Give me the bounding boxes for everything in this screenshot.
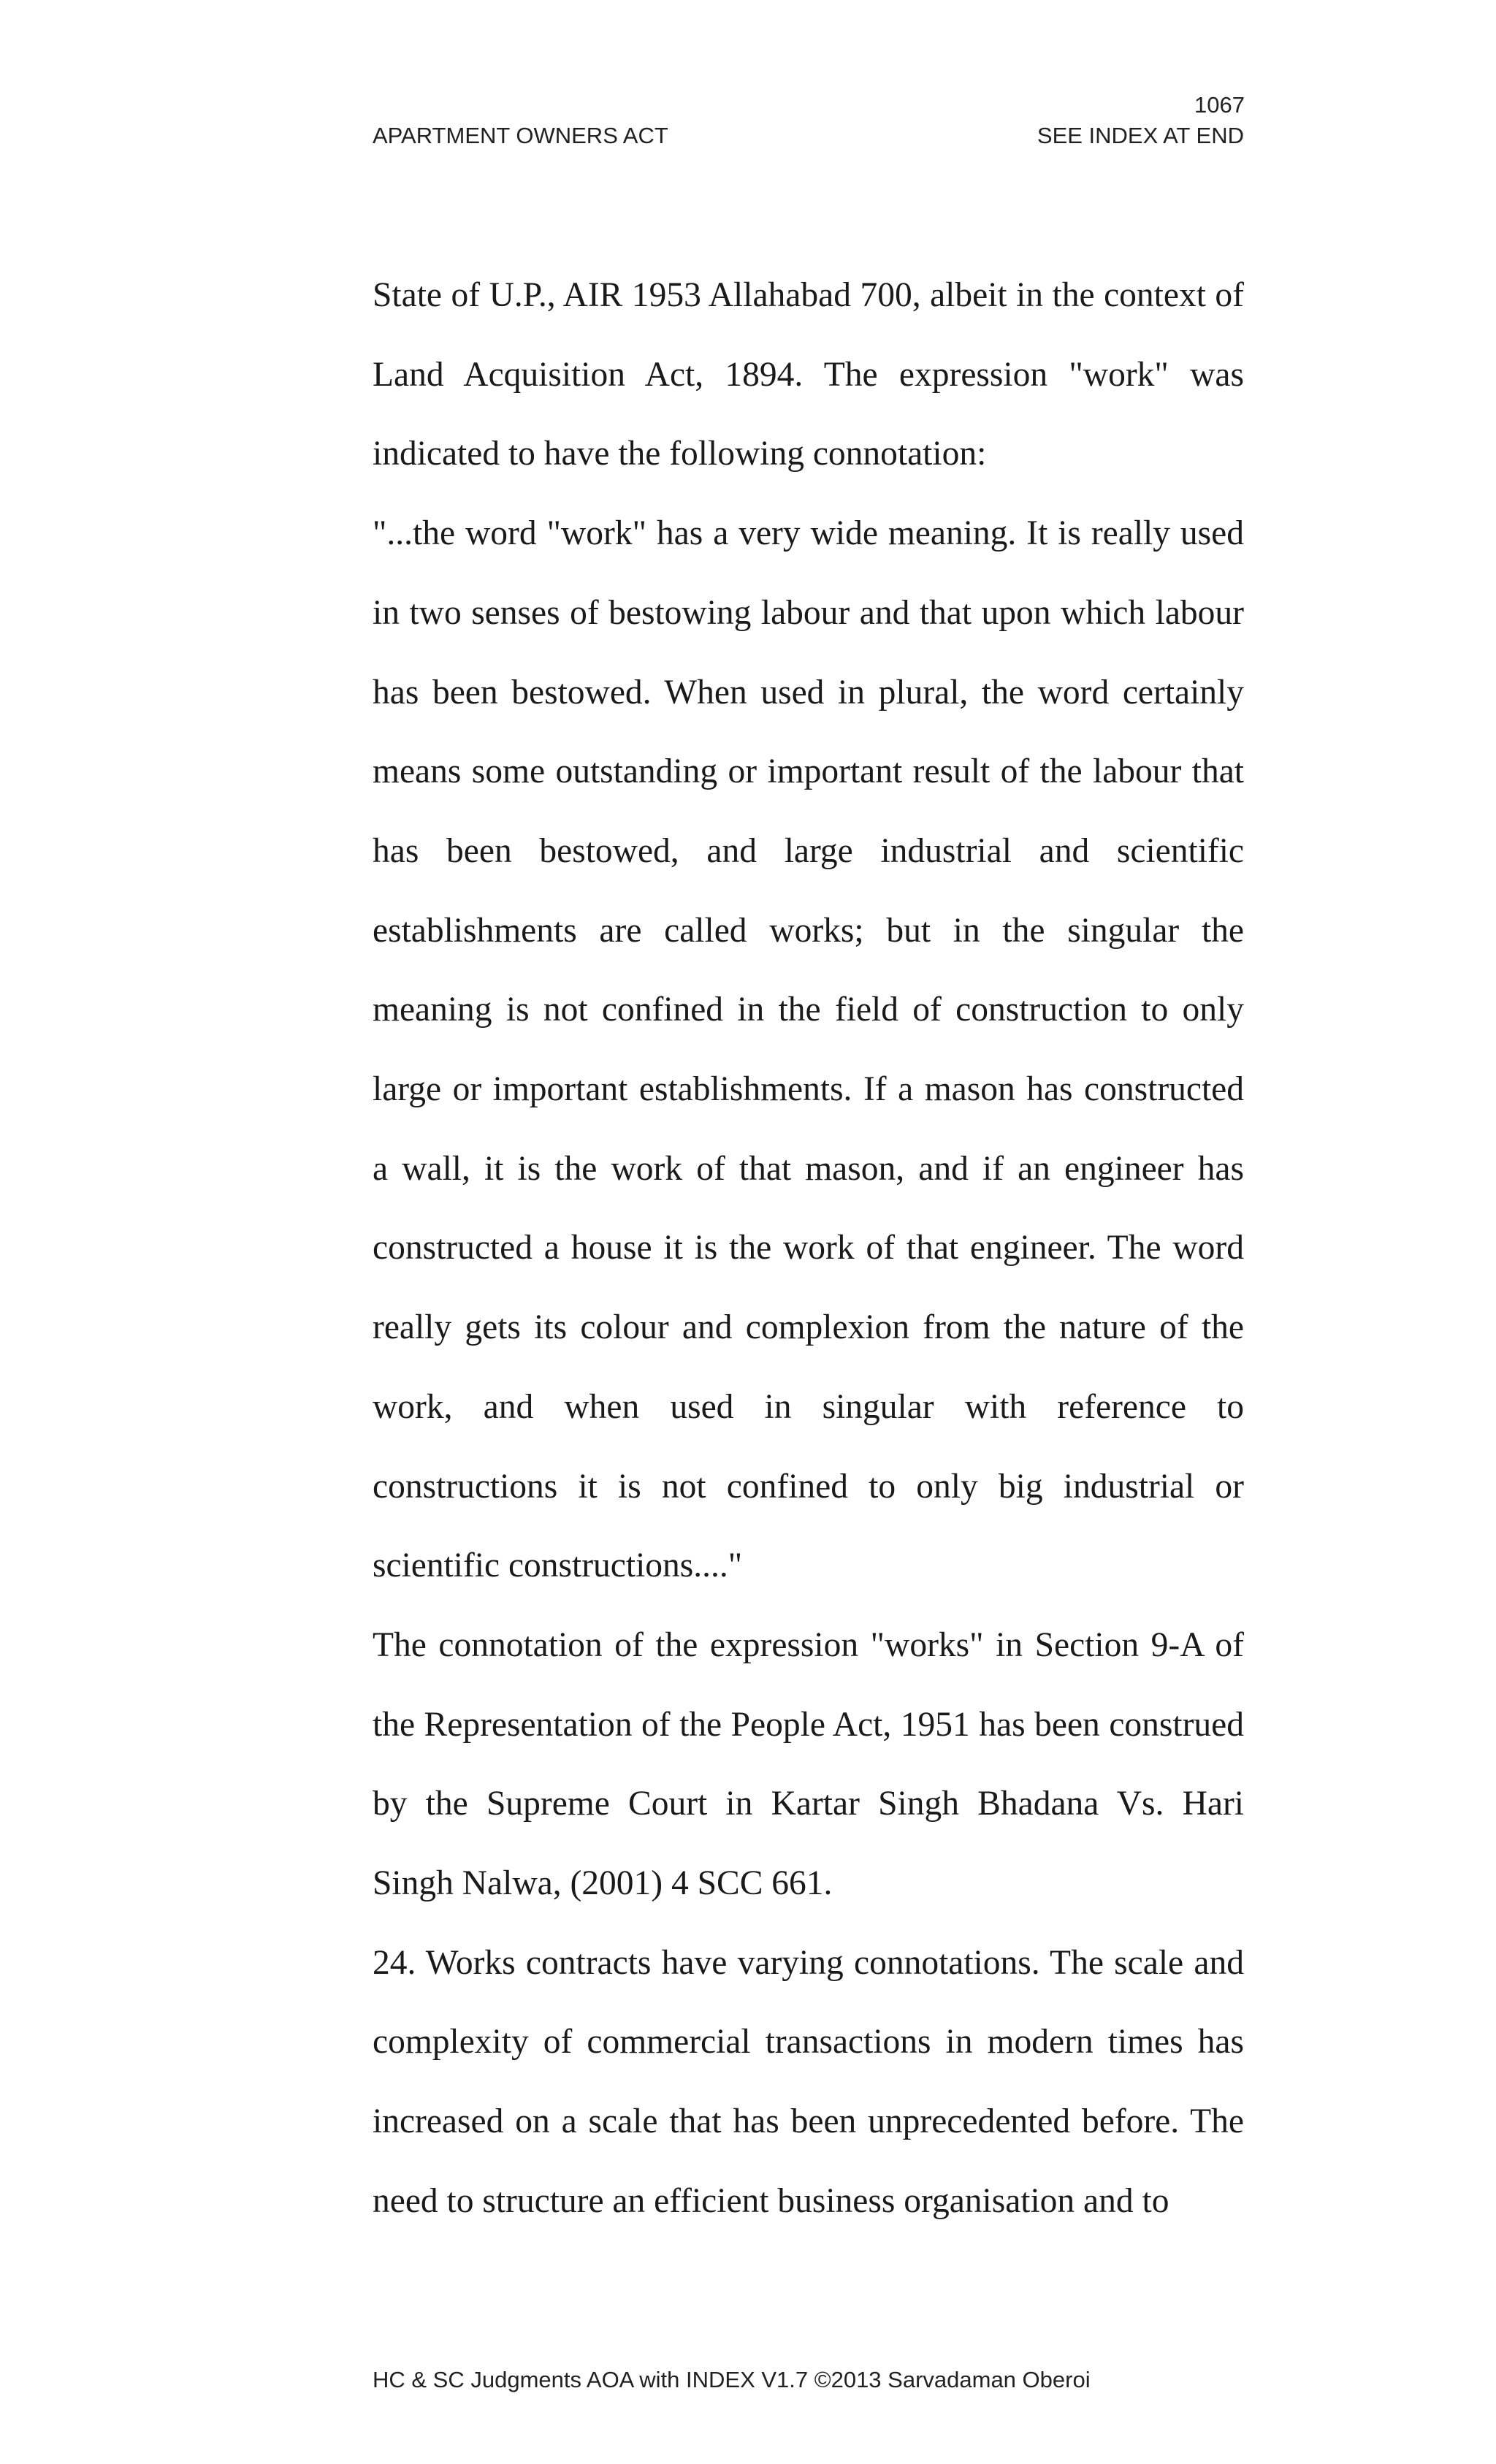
- header-right-note: SEE INDEX AT END: [1037, 123, 1244, 148]
- page-footer: HC & SC Judgments AOA with INDEX V1.7 ©2013 Sarvadaman Oberoi: [373, 2367, 1091, 2392]
- numbered-paragraph: 24. Works contracts have varying connotations. The scale and complexity of commercial transactions in modern times has increased on a scale that has been unprecedented before. The need to structure an efficient business organisation and to: [373, 1943, 1244, 2220]
- quoted-paragraph: "...the word "work" has a very wide meaning. It is really used in two senses of bestowing labour and that upon which labour has been bestowed. When used in plural, the word certainly means some outstanding or important result of the labour that has been bestowed, and large industrial and scientific establishments are called works; but in the singular the meaning is not confined in the field of construction to only large or important establishments. If a mason has constructed a wall, it is the work of that mason, and if an engineer has constructed a house it is the work of that engineer. The word really gets its colour and complexion from the nature of the work, and when used in singular with reference to constructions it is not confined to only big industrial or scientific constructions....": [373, 514, 1244, 1585]
- body-paragraph: The connotation of the expression "works" in Section 9-A of the Representation of the People Act, 1951 has been construed by the Supreme Court in Kartar Singh Bhadana Vs. Hari Singh Nalwa, (2001) 4 SCC 661.: [373, 1625, 1244, 1903]
- document-body: [373, 256, 1244, 2241]
- page-number: 1067: [1194, 92, 1245, 118]
- header-left-title: APARTMENT OWNERS ACT: [373, 123, 668, 148]
- running-header: [373, 121, 1244, 150]
- body-paragraph: State of U.P., AIR 1953 Allahabad 700, albeit in the context of Land Acquisition Act, 1894. The expression "work" was indicated to have the following connotation:: [373, 276, 1244, 473]
